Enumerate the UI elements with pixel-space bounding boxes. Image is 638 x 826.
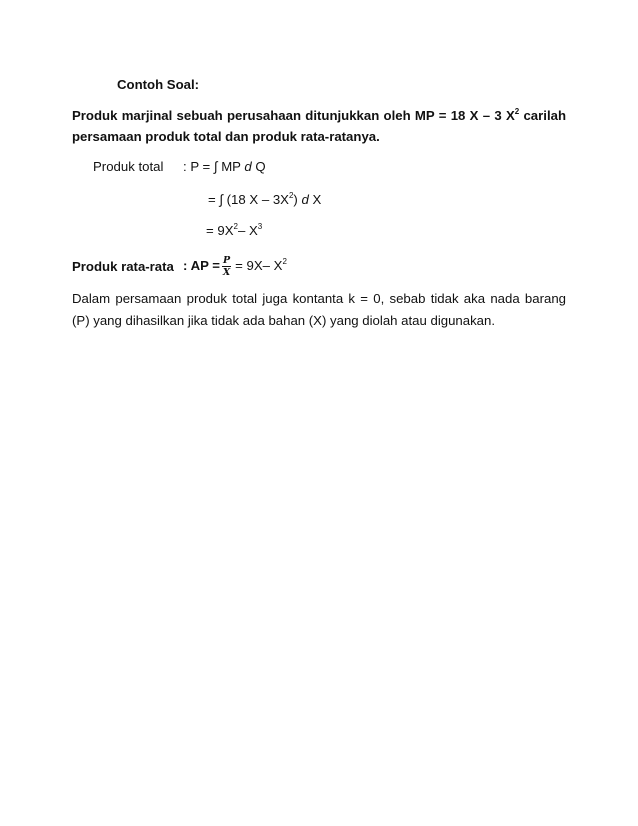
total-equation-1 xyxy=(183,159,266,175)
total-equation-2 xyxy=(208,192,321,208)
total-eq3-exp1: 2 xyxy=(233,222,238,231)
fraction-denominator: X xyxy=(222,267,231,279)
conclusion-line-1: Dalam persamaan produk total juga kontanta k = 0, sebab tidak aka nada barang xyxy=(72,291,566,306)
average-eq-mid: = 9X– X xyxy=(235,258,283,273)
problem-line-2: persamaan produk total dan produk rata-ratanya. xyxy=(72,129,380,144)
problem-text: Produk marjinal sebuah perusahaan ditunjukkan oleh MP = 18 X – 3 X xyxy=(72,108,515,123)
problem-tail: carilah xyxy=(519,108,566,123)
total-eq2-post: X xyxy=(308,192,322,207)
total-eq1-pre: : P = ∫ MP xyxy=(183,159,245,174)
heading: Contoh Soal: xyxy=(117,77,200,92)
average-eq-pre: : AP = xyxy=(183,258,221,273)
fraction-numerator: P xyxy=(223,255,231,267)
total-eq2-mid: ) xyxy=(293,192,302,207)
total-label: Produk total xyxy=(93,159,164,174)
conclusion-line-2: (P) yang dihasilkan jika tidak ada bahan (X) yang diolah atau digunakan. xyxy=(72,313,496,328)
total-eq1-post: Q xyxy=(251,159,266,174)
total-eq2-pre: = ∫ (18 X – 3X xyxy=(208,192,289,207)
problem-line-1 xyxy=(72,108,566,124)
total-eq3-mid: – X xyxy=(237,223,258,238)
average-equation xyxy=(183,252,287,280)
average-label: Produk rata-rata xyxy=(72,259,174,274)
total-equation-3 xyxy=(206,223,262,239)
total-eq3-exp2: 3 xyxy=(257,222,263,231)
total-eq2-d: d xyxy=(301,192,309,207)
total-eq3-pre: = 9X xyxy=(206,223,234,238)
total-eq1-d: d xyxy=(244,159,252,174)
average-eq-exp: 2 xyxy=(282,257,287,266)
total-eq2-exp: 2 xyxy=(288,191,294,200)
problem-exponent: 2 xyxy=(514,107,520,116)
average-fraction xyxy=(222,256,231,277)
